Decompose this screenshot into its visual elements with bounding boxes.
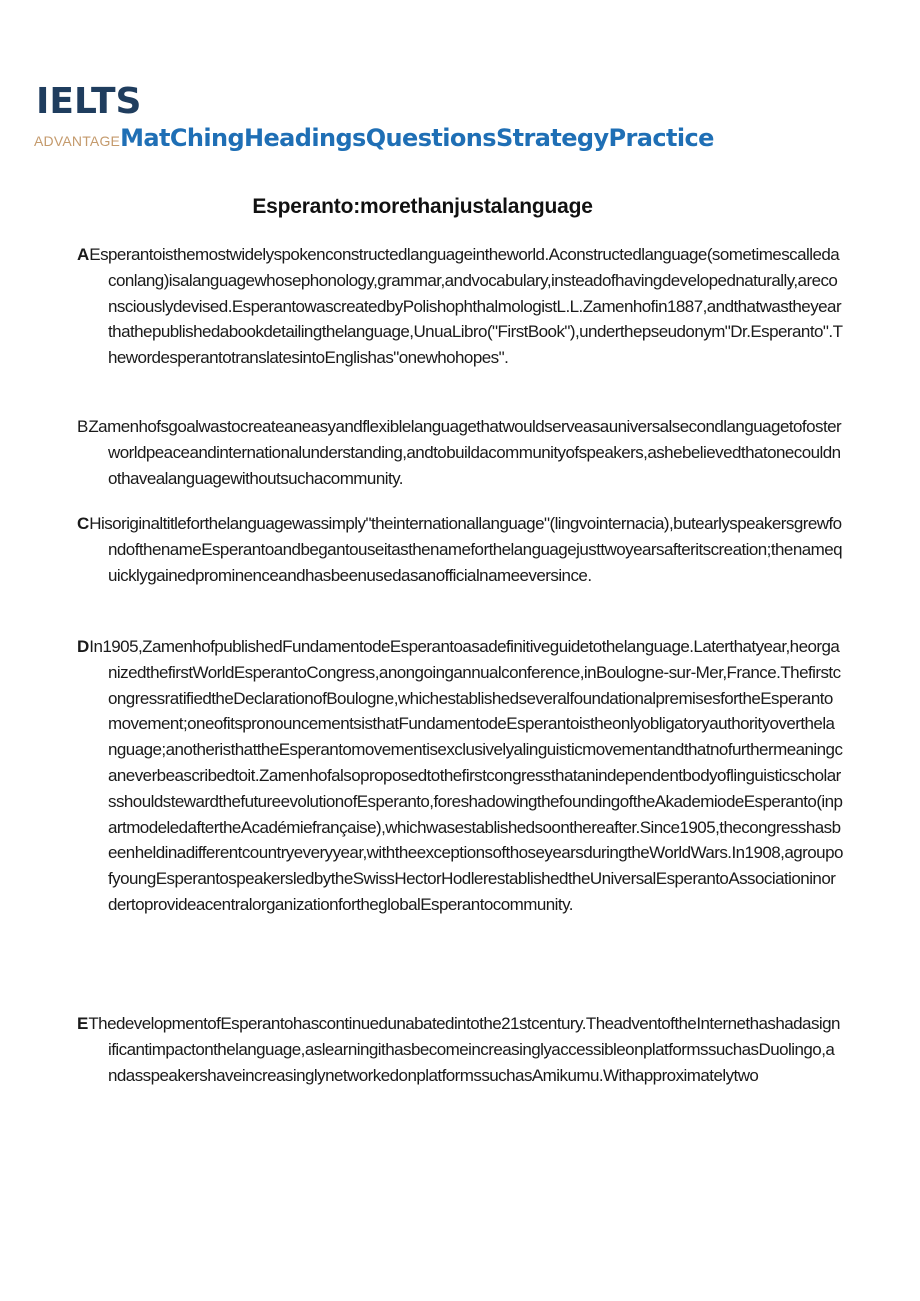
paragraph-text: Zamenhofsgoalwastocreateaneasyandflexiblelanguagethatwouldserveasauniversalsecondlanguagetofosterworldpeaceandinternationalunderstanding,andtobuildacommunityofspeakers,ashebelievedthatonecouldnothavealanguagewithoutsuchacommunity. — [88, 417, 842, 488]
paragraph-text: In1905,ZamenhofpublishedFundamentodeEsperantoasadefinitiveguidetothelanguage.Laterthatyear,heorganizedthefirstWorldEsperantoCongress,anongoingannualconference,inBoulogne-sur-Mer,France.ThefirstcongressratifiedtheDeclarationofBoulogne,whichestablishedseveralfoundationalpremisesfortheEsperantomovement;oneofitspronouncementsisthatFundamentodeEsperantoistheonlyobligatoryauthorityoverthelanguage;anotheristhattheEsperantomovementisexclusivelyalinguisticmovementandthatnofurthermeaningcaneverbeascribedtoit.ZamenhofalsoproposedtothefirstcongressthatanindependentbodyoflinguisticscholarsshouldstewardthefutureevolutionofEsperanto,foreshadowingthefoundingoftheAkademiodeEsperanto(inpartmodeledaftertheAcadémiefrançaise),whichwasestablishedsoonthereafter.Since1905,thecongresshasbeenheldinadifferentcountryeveryyear,withtheexceptionsofthoseyearsduringtheWorldWars.In1908,agroupofyoungEsperantospeakersledbytheSwissHectorHodlerestablishedtheUniversalEsperantoAssociationinordertoprovideacentralorganizationfortheglobalEsperantocommunity. — [89, 637, 843, 914]
paragraph-d — [77, 634, 843, 918]
document-title: Esperanto:morethanjustalanguage — [252, 195, 593, 218]
paragraph-e — [77, 1011, 843, 1088]
paragraph-text: ThedevelopmentofEsperantohascontinuedunabatedintothe21stcentury.TheadventoftheInternethashadasignificantimpactonthelanguage,aslearningithasbecomeincreasinglyaccessibleonplatformssuchasDuolingo,andasspeakershaveincreasinglynetworkedonplatformssuchasAmikumu.Withapproximatelytwo — [88, 1014, 840, 1085]
header-subtitle — [34, 126, 714, 150]
series-title: MatChingHeadingsQuestionsStrategyPractice — [120, 124, 714, 152]
paragraph-text: Esperantoisthemostwidelyspokenconstructedlanguageintheworld.Aconstructedlanguage(sometimescalledaconlang)isalanguagewhosephonology,grammar,andvocabulary,insteadofhavingdevelopednaturally,areconsciouslydevised.EsperantowascreatedbyPolishophthalmologistL.L.Zamenhofin1887,andthatwastheyearthathepublishedabookdetailingthelanguage,UnuaLibro("FirstBook"),underthepseudonym"Dr.Esperanto".ThewordesperantotranslatesintoEnglishas"onewhohopes". — [89, 245, 843, 368]
paragraph-letter: C — [77, 514, 90, 533]
brand-advantage: ADVANTAGE — [34, 133, 121, 149]
paragraph-letter: A — [77, 245, 90, 264]
paragraph-letter: E — [77, 1014, 89, 1033]
paragraph-a — [77, 242, 843, 371]
paragraph-c — [77, 511, 843, 588]
paragraph-text: Hisoriginaltitleforthelanguagewassimply"theinternationallanguage"(lingvointernacia),butearlyspeakersgrewfondofthenameEsperantoandbegantouseitasthenameforthelanguagejusttwoyearsafteritscreation;thenamequicklygainedprominenceandhasbeenusedasanofficialnameeversince. — [89, 514, 843, 585]
paragraph-b — [77, 414, 843, 491]
paragraph-letter: D — [77, 637, 90, 656]
ielts-logo: IELTS — [36, 81, 142, 122]
paragraph-letter: B — [77, 417, 89, 436]
